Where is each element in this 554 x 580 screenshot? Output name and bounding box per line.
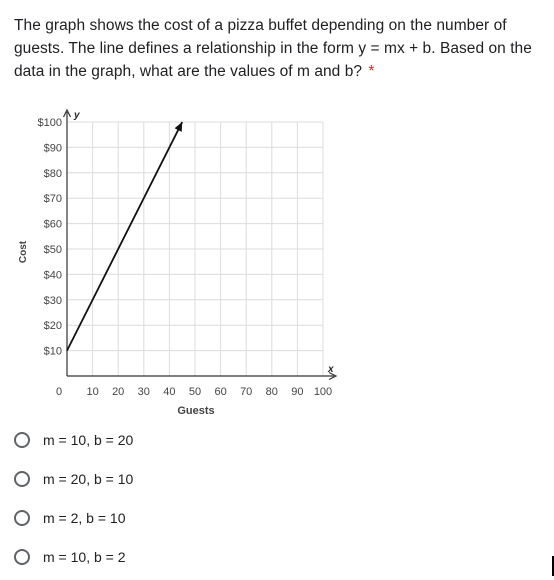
answer-option[interactable] xyxy=(14,426,214,454)
x-tick-label: 80 xyxy=(265,386,278,398)
answer-option-label: m = 10, b = 20 xyxy=(43,432,134,448)
x-tick-label: 30 xyxy=(137,386,150,398)
y-tick-label: $100 xyxy=(37,117,62,129)
question-text xyxy=(14,14,540,83)
answer-option-label: m = 20, b = 10 xyxy=(43,471,134,487)
y-axis-title: Cost xyxy=(18,240,29,264)
y-tick-label: $80 xyxy=(43,167,62,180)
x-tick-label: 20 xyxy=(112,386,125,398)
x-tick-label: 40 xyxy=(163,386,176,398)
y-axis-letter: y xyxy=(74,110,80,121)
y-tick-label: $30 xyxy=(43,294,62,307)
required-marker: * xyxy=(368,63,375,80)
cost-vs-guests-chart xyxy=(0,100,360,422)
radio-button[interactable] xyxy=(14,549,30,565)
answer-option-label: m = 10, b = 2 xyxy=(43,549,126,565)
x-tick-label: 100 xyxy=(313,386,333,398)
y-tick-label: $10 xyxy=(43,345,62,358)
y-tick-label: $50 xyxy=(43,244,62,256)
x-tick-label: 60 xyxy=(214,386,227,398)
x-axis-title: Guests xyxy=(177,405,215,417)
x-tick-label: 50 xyxy=(188,386,202,398)
radio-button[interactable] xyxy=(14,510,30,526)
cost-line xyxy=(67,122,182,351)
origin-label: 0 xyxy=(55,386,63,398)
radio-button[interactable] xyxy=(14,432,30,448)
y-tick-label: $40 xyxy=(43,269,62,282)
question-body: The graph shows the cost of a pizza buffet depending on the number of guests. The line defines a relationship in the form y = mx + b. Based on the data in the graph, what are the values of m and b? xyxy=(14,17,532,80)
answer-option[interactable] xyxy=(14,465,214,493)
radio-button[interactable] xyxy=(14,471,30,487)
x-axis-letter: x xyxy=(328,364,334,375)
x-tick-label: 70 xyxy=(240,386,253,398)
answer-option[interactable] xyxy=(14,504,214,532)
y-tick-label: $70 xyxy=(43,193,62,206)
answer-option-label: m = 2, b = 10 xyxy=(43,510,126,526)
y-tick-label: $20 xyxy=(43,320,62,333)
x-tick-label: 10 xyxy=(86,386,99,398)
x-tick-label: 90 xyxy=(291,386,304,398)
y-tick-label: $90 xyxy=(43,142,62,155)
y-tick-label: $60 xyxy=(43,218,62,231)
answer-option[interactable] xyxy=(14,543,214,571)
